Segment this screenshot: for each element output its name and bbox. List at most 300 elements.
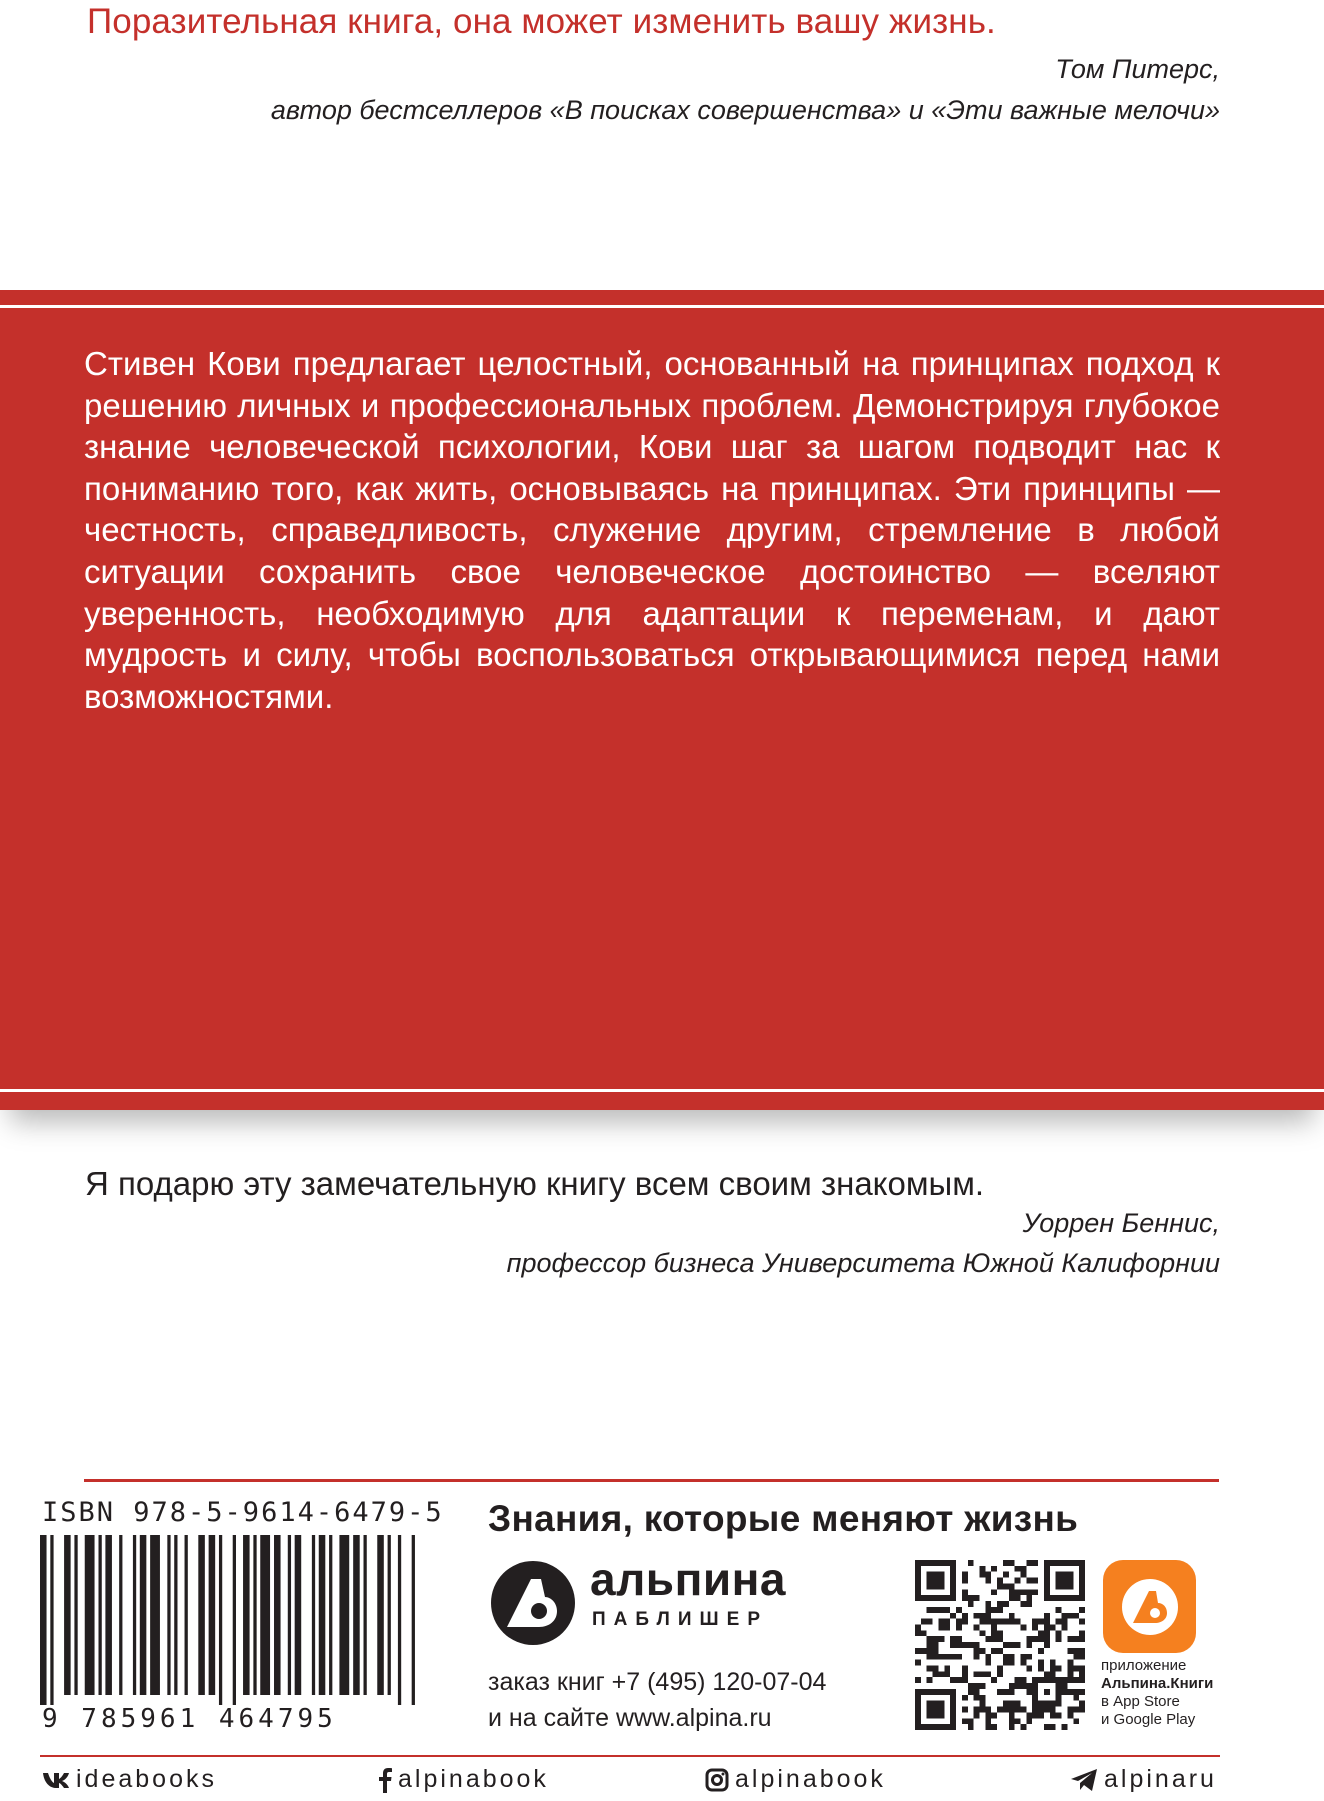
red-band: [0, 290, 1324, 1110]
qr-module: [1067, 1707, 1073, 1713]
barcode-bar: [99, 1535, 102, 1695]
qr-module: [991, 1630, 997, 1636]
qr-module: [1009, 1712, 1015, 1718]
qr-module: [1038, 1636, 1044, 1642]
barcode-bar: [209, 1535, 216, 1695]
qr-module: [1062, 1683, 1068, 1689]
app-caption-line1: приложение: [1101, 1657, 1187, 1674]
qr-module: [974, 1707, 980, 1713]
barcode-bar: [140, 1535, 147, 1695]
qr-module: [1021, 1589, 1027, 1595]
qr-module: [950, 1636, 956, 1642]
qr-module: [1056, 1630, 1062, 1636]
qr-module: [915, 1624, 921, 1630]
qr-module: [1067, 1671, 1073, 1677]
qr-module: [1026, 1578, 1032, 1584]
qr-module: [997, 1601, 1003, 1607]
qr-module: [997, 1636, 1003, 1642]
qr-module: [915, 1648, 921, 1654]
qr-module: [1003, 1572, 1009, 1578]
qr-module: [956, 1636, 962, 1642]
qr-module: [915, 1660, 921, 1666]
social-vk[interactable]: [42, 1765, 217, 1794]
barcode-bar: [233, 1535, 236, 1705]
band-line-top: [0, 305, 1324, 308]
qr-module: [979, 1630, 985, 1636]
qr-module: [1079, 1671, 1085, 1677]
barcode-bar: [353, 1535, 360, 1695]
qr-module: [1038, 1666, 1044, 1672]
barcode-bar: [243, 1535, 250, 1695]
qr-module: [1032, 1712, 1038, 1718]
barcode-bar: [319, 1535, 326, 1695]
qr-module: [968, 1601, 974, 1607]
social-instagram-label: alpinabook: [735, 1765, 886, 1793]
qr-module: [1021, 1601, 1027, 1607]
qr-module: [1079, 1666, 1085, 1672]
qr-module: [1073, 1654, 1079, 1660]
qr-module: [1026, 1642, 1032, 1648]
qr-module: [1015, 1642, 1021, 1648]
qr-module: [1073, 1707, 1079, 1713]
bottom-quote: Я подарю эту замечательную книгу всем своим знакомым.: [85, 1165, 985, 1202]
barcode-bar: [133, 1535, 136, 1695]
qr-module: [1009, 1689, 1015, 1695]
qr-module: [1038, 1648, 1044, 1654]
qr-module: [1009, 1595, 1015, 1601]
qr-module: [1062, 1689, 1068, 1695]
qr-module: [1015, 1718, 1021, 1724]
qr-module: [979, 1572, 985, 1578]
qr-module: [1003, 1654, 1009, 1660]
qr-module: [968, 1689, 974, 1695]
book-description: Стивен Кови предлагает целостный, основанный на принципах подход к решению личных и профессиональных проблем. Демонстрируя глубокое знание человеческой психологии, Кови шаг за шагом подводит нас к пониманию того, как жить, основываясь на принципах. Эти принципы — честность, справедливость, служение другим, стремление в любой ситуации сохранить свое человеческое достоинство — вселяют уверенность, необходимую для адаптации к переменам, и дают мудрость и силу, чтобы воспользоваться открывающимися перед нами возможностями.: [84, 345, 1220, 715]
qr-module: [991, 1624, 997, 1630]
qr-module: [1021, 1624, 1027, 1630]
qr-module: [1009, 1701, 1015, 1707]
qr-module: [1079, 1701, 1085, 1707]
qr-module: [991, 1619, 997, 1625]
social-telegram-label: alpinaru: [1104, 1765, 1217, 1793]
top-quote: Поразительная книга, она может изменить вашу жизнь.: [87, 2, 996, 41]
qr-module: [968, 1724, 974, 1730]
qr-module: [974, 1595, 980, 1601]
qr-module: [1050, 1660, 1056, 1666]
qr-module: [1062, 1619, 1068, 1625]
qr-module: [985, 1660, 991, 1666]
qr-module: [927, 1666, 933, 1672]
qr-module: [1009, 1589, 1015, 1595]
qr-module: [974, 1648, 980, 1654]
qr-module: [968, 1683, 974, 1689]
barcode-bar: [364, 1535, 367, 1695]
barcode-bar: [329, 1535, 332, 1695]
qr-module: [1079, 1630, 1085, 1636]
barcode: [40, 1535, 422, 1705]
qr-module: [1044, 1619, 1050, 1625]
qr-module: [997, 1666, 1003, 1672]
publisher-slogan: Знания, которые меняют жизнь: [488, 1498, 1079, 1539]
qr-module: [1073, 1718, 1079, 1724]
qr-module: [938, 1654, 944, 1660]
qr-module: [1003, 1707, 1009, 1713]
qr-module: [1073, 1695, 1079, 1701]
qr-module: [1015, 1677, 1021, 1683]
qr-module: [1026, 1654, 1032, 1660]
qr-module: [974, 1689, 980, 1695]
qr-module: [997, 1607, 1003, 1613]
qr-module: [956, 1654, 962, 1660]
barcode-bar: [219, 1535, 222, 1705]
qr-module: [1079, 1636, 1085, 1642]
qr-module: [1044, 1689, 1050, 1695]
qr-module: [991, 1724, 997, 1730]
qr-module: [1056, 1636, 1062, 1642]
social-facebook-label: alpinabook: [398, 1765, 549, 1793]
qr-module: [1067, 1712, 1073, 1718]
qr-module: [962, 1589, 968, 1595]
qr-module: [991, 1566, 997, 1572]
qr-module: [979, 1619, 985, 1625]
qr-module: [979, 1613, 985, 1619]
qr-module: [1003, 1601, 1009, 1607]
facebook-icon: [378, 1767, 392, 1793]
qr-module: [950, 1677, 956, 1683]
barcode-bar: [388, 1535, 391, 1695]
barcode-bar: [377, 1535, 384, 1695]
barcode-bar: [398, 1535, 401, 1705]
qr-module: [1021, 1566, 1027, 1572]
qr-module: [1079, 1707, 1085, 1713]
qr-module: [1015, 1707, 1021, 1713]
social-instagram[interactable]: [705, 1765, 886, 1794]
qr-module: [938, 1619, 944, 1625]
barcode-bar: [174, 1535, 177, 1695]
qr-module: [1062, 1724, 1068, 1730]
barcode-bar: [260, 1535, 270, 1695]
qr-module: [938, 1636, 944, 1642]
qr-module: [1026, 1601, 1032, 1607]
qr-module: [1032, 1589, 1038, 1595]
qr-module: [991, 1648, 997, 1654]
qr-module: [1009, 1654, 1015, 1660]
qr-module: [991, 1589, 997, 1595]
qr-module: [1003, 1583, 1009, 1589]
barcode-bar: [288, 1535, 291, 1695]
qr-module: [985, 1724, 991, 1730]
qr-module: [968, 1595, 974, 1601]
qr-module: [1032, 1624, 1038, 1630]
qr-module: [974, 1712, 980, 1718]
qr-module: [962, 1619, 968, 1625]
qr-module: [944, 1607, 950, 1613]
qr-module: [1026, 1636, 1032, 1642]
qr-module: [985, 1619, 991, 1625]
qr-module: [1062, 1613, 1068, 1619]
qr-module: [1073, 1613, 1079, 1619]
qr-module: [927, 1619, 933, 1625]
qr-module: [944, 1654, 950, 1660]
qr-module: [944, 1671, 950, 1677]
barcode-bar: [85, 1535, 95, 1695]
top-quote-author-role: автор бестселлеров «В поисках совершенства» и «Эти важные мелочи»: [270, 95, 1220, 125]
qr-module: [1079, 1619, 1085, 1625]
qr-module: [974, 1695, 980, 1701]
qr-module: [933, 1607, 939, 1613]
qr-module: [979, 1671, 985, 1677]
qr-module: [985, 1607, 991, 1613]
barcode-bar: [274, 1535, 281, 1695]
qr-module: [1044, 1636, 1050, 1642]
social-facebook[interactable]: [378, 1765, 549, 1794]
alpina-logo-icon: [487, 1557, 579, 1649]
qr-module: [1079, 1648, 1085, 1654]
qr-module: [962, 1572, 968, 1578]
barcode-bar: [167, 1535, 170, 1695]
qr-module: [1032, 1619, 1038, 1625]
app-caption-line3: в App Store: [1101, 1693, 1180, 1710]
qr-module: [968, 1560, 974, 1566]
qr-code: [915, 1560, 1085, 1730]
qr-module: [962, 1666, 968, 1672]
qr-module: [1067, 1648, 1073, 1654]
qr-module: [1009, 1560, 1015, 1566]
qr-module: [950, 1642, 956, 1648]
qr-module: [1067, 1677, 1073, 1683]
qr-module: [938, 1671, 944, 1677]
qr-module: [956, 1677, 962, 1683]
qr-module: [944, 1619, 950, 1625]
qr-module: [1032, 1707, 1038, 1713]
qr-module: [1003, 1560, 1009, 1566]
order-website: и на сайте www.alpina.ru: [488, 1704, 772, 1732]
qr-module: [950, 1654, 956, 1660]
qr-module: [1003, 1642, 1009, 1648]
qr-module: [1026, 1666, 1032, 1672]
qr-module: [1056, 1666, 1062, 1672]
qr-module: [962, 1677, 968, 1683]
qr-module: [1050, 1707, 1056, 1713]
app-caption-line4: и Google Play: [1101, 1711, 1196, 1728]
qr-module: [997, 1578, 1003, 1584]
divider: [84, 1479, 1219, 1482]
qr-module: [1009, 1619, 1015, 1625]
barcode-bar: [185, 1535, 188, 1695]
qr-module: [1079, 1654, 1085, 1660]
qr-module: [985, 1712, 991, 1718]
qr-module: [1026, 1589, 1032, 1595]
qr-module: [1015, 1589, 1021, 1595]
qr-module: [1015, 1566, 1021, 1572]
app-caption: [1101, 1657, 1213, 1729]
qr-module: [927, 1642, 933, 1648]
barcode-bar: [312, 1535, 315, 1695]
qr-module: [1079, 1677, 1085, 1683]
qr-module: [1003, 1701, 1009, 1707]
qr-module: [1079, 1607, 1085, 1613]
qr-module: [997, 1648, 1003, 1654]
qr-module: [1050, 1724, 1056, 1730]
qr-module: [974, 1683, 980, 1689]
qr-module: [1015, 1701, 1021, 1707]
qr-module: [968, 1718, 974, 1724]
qr-module: [962, 1707, 968, 1713]
qr-module: [1003, 1660, 1009, 1666]
qr-module: [1050, 1671, 1056, 1677]
qr-module: [938, 1607, 944, 1613]
qr-module: [962, 1695, 968, 1701]
qr-module: [1050, 1624, 1056, 1630]
order-phone: заказ книг +7 (495) 120-07-04: [488, 1668, 827, 1696]
barcode-bar: [198, 1535, 205, 1695]
vk-icon: [42, 1771, 70, 1789]
qr-module: [1056, 1572, 1074, 1590]
barcode-bar: [339, 1535, 349, 1695]
barcode-bar: [74, 1535, 77, 1695]
barcode-bar: [64, 1535, 71, 1695]
qr-module: [974, 1613, 980, 1619]
qr-module: [1021, 1707, 1027, 1713]
qr-module: [1044, 1630, 1050, 1636]
bottom-quote-author-role: профессор бизнеса Университета Южной Калифорнии: [506, 1248, 1220, 1278]
qr-module: [979, 1683, 985, 1689]
qr-module: [968, 1642, 974, 1648]
qr-module: [933, 1642, 939, 1648]
qr-module: [1021, 1724, 1027, 1730]
qr-module: [1056, 1712, 1062, 1718]
qr-module: [997, 1689, 1003, 1695]
qr-module: [1026, 1683, 1032, 1689]
qr-module: [1073, 1689, 1079, 1695]
qr-module: [933, 1654, 939, 1660]
qr-module: [979, 1648, 985, 1654]
app-caption-name: Альпина.Книги: [1101, 1675, 1214, 1692]
barcode-bar: [50, 1535, 53, 1705]
qr-module: [997, 1583, 1003, 1589]
qr-module: [1067, 1613, 1073, 1619]
qr-module: [985, 1601, 991, 1607]
top-quote-author: Том Питерс,: [1055, 54, 1220, 84]
qr-module: [991, 1607, 997, 1613]
qr-module: [962, 1613, 968, 1619]
barcode-bar: [150, 1535, 160, 1695]
qr-module: [1038, 1660, 1044, 1666]
qr-module: [944, 1666, 950, 1672]
qr-module: [1032, 1560, 1038, 1566]
qr-module: [1073, 1648, 1079, 1654]
qr-module: [927, 1654, 933, 1660]
qr-module: [921, 1648, 927, 1654]
qr-module: [1067, 1666, 1073, 1672]
footer-divider: [40, 1755, 1220, 1757]
publisher-name: альпина: [590, 1553, 787, 1605]
qr-module: [927, 1648, 933, 1654]
qr-module: [956, 1642, 962, 1648]
instagram-icon: [705, 1768, 729, 1792]
qr-module: [1003, 1689, 1009, 1695]
qr-module: [1026, 1718, 1032, 1724]
qr-module: [927, 1677, 933, 1683]
qr-module: [1009, 1718, 1015, 1724]
social-vk-label: ideabooks: [76, 1765, 217, 1793]
qr-module: [962, 1671, 968, 1677]
barcode-digits: 9 785961 464795: [42, 1704, 337, 1734]
qr-module: [985, 1613, 991, 1619]
app-icon: [1103, 1560, 1196, 1653]
qr-module: [927, 1701, 945, 1719]
qr-module: [985, 1636, 991, 1642]
barcode-bar: [105, 1535, 112, 1695]
barcode-bar: [253, 1535, 256, 1695]
qr-module: [956, 1619, 962, 1625]
qr-module: [1038, 1630, 1044, 1636]
qr-module: [985, 1654, 991, 1660]
qr-module: [921, 1630, 927, 1636]
qr-module: [1026, 1712, 1032, 1718]
qr-module: [974, 1624, 980, 1630]
qr-module: [1003, 1619, 1009, 1625]
qr-module: [997, 1630, 1003, 1636]
qr-module: [933, 1636, 939, 1642]
qr-module: [1009, 1642, 1015, 1648]
qr-module: [915, 1677, 921, 1683]
qr-module: [962, 1578, 968, 1584]
qr-module: [1015, 1578, 1021, 1584]
social-telegram[interactable]: [1070, 1765, 1217, 1794]
bottom-quote-author: Уоррен Беннис,: [1022, 1208, 1220, 1238]
qr-module: [1015, 1619, 1021, 1625]
qr-module: [1056, 1619, 1062, 1625]
qr-module: [1032, 1578, 1038, 1584]
qr-module: [927, 1636, 933, 1642]
qr-module: [1044, 1613, 1050, 1619]
qr-module: [1021, 1654, 1027, 1660]
qr-module: [944, 1624, 950, 1630]
qr-module: [1067, 1660, 1073, 1666]
telegram-icon: [1070, 1768, 1098, 1792]
qr-module: [979, 1695, 985, 1701]
qr-module: [921, 1619, 927, 1625]
qr-module: [933, 1666, 939, 1672]
qr-module: [1050, 1712, 1056, 1718]
qr-module: [985, 1707, 991, 1713]
qr-module: [1021, 1677, 1027, 1683]
qr-module: [1073, 1666, 1079, 1672]
barcode-bar: [412, 1535, 415, 1705]
qr-module: [985, 1671, 991, 1677]
qr-module: [985, 1572, 991, 1578]
qr-module: [1009, 1724, 1015, 1730]
qr-module: [1015, 1683, 1021, 1689]
qr-module: [985, 1578, 991, 1584]
qr-module: [933, 1671, 939, 1677]
qr-module: [1038, 1619, 1044, 1625]
qr-module: [1062, 1677, 1068, 1683]
qr-module: [974, 1642, 980, 1648]
qr-module: [1026, 1595, 1032, 1601]
qr-module: [991, 1677, 997, 1683]
qr-module: [1073, 1677, 1079, 1683]
qr-module: [1021, 1683, 1027, 1689]
qr-module: [962, 1595, 968, 1601]
qr-module: [1079, 1689, 1085, 1695]
qr-module: [1021, 1660, 1027, 1666]
qr-module: [997, 1707, 1003, 1713]
qr-module: [1050, 1666, 1056, 1672]
qr-module: [950, 1613, 956, 1619]
isbn-label: ISBN 978-5-9614-6479-5: [42, 1497, 444, 1528]
qr-module: [1067, 1689, 1073, 1695]
